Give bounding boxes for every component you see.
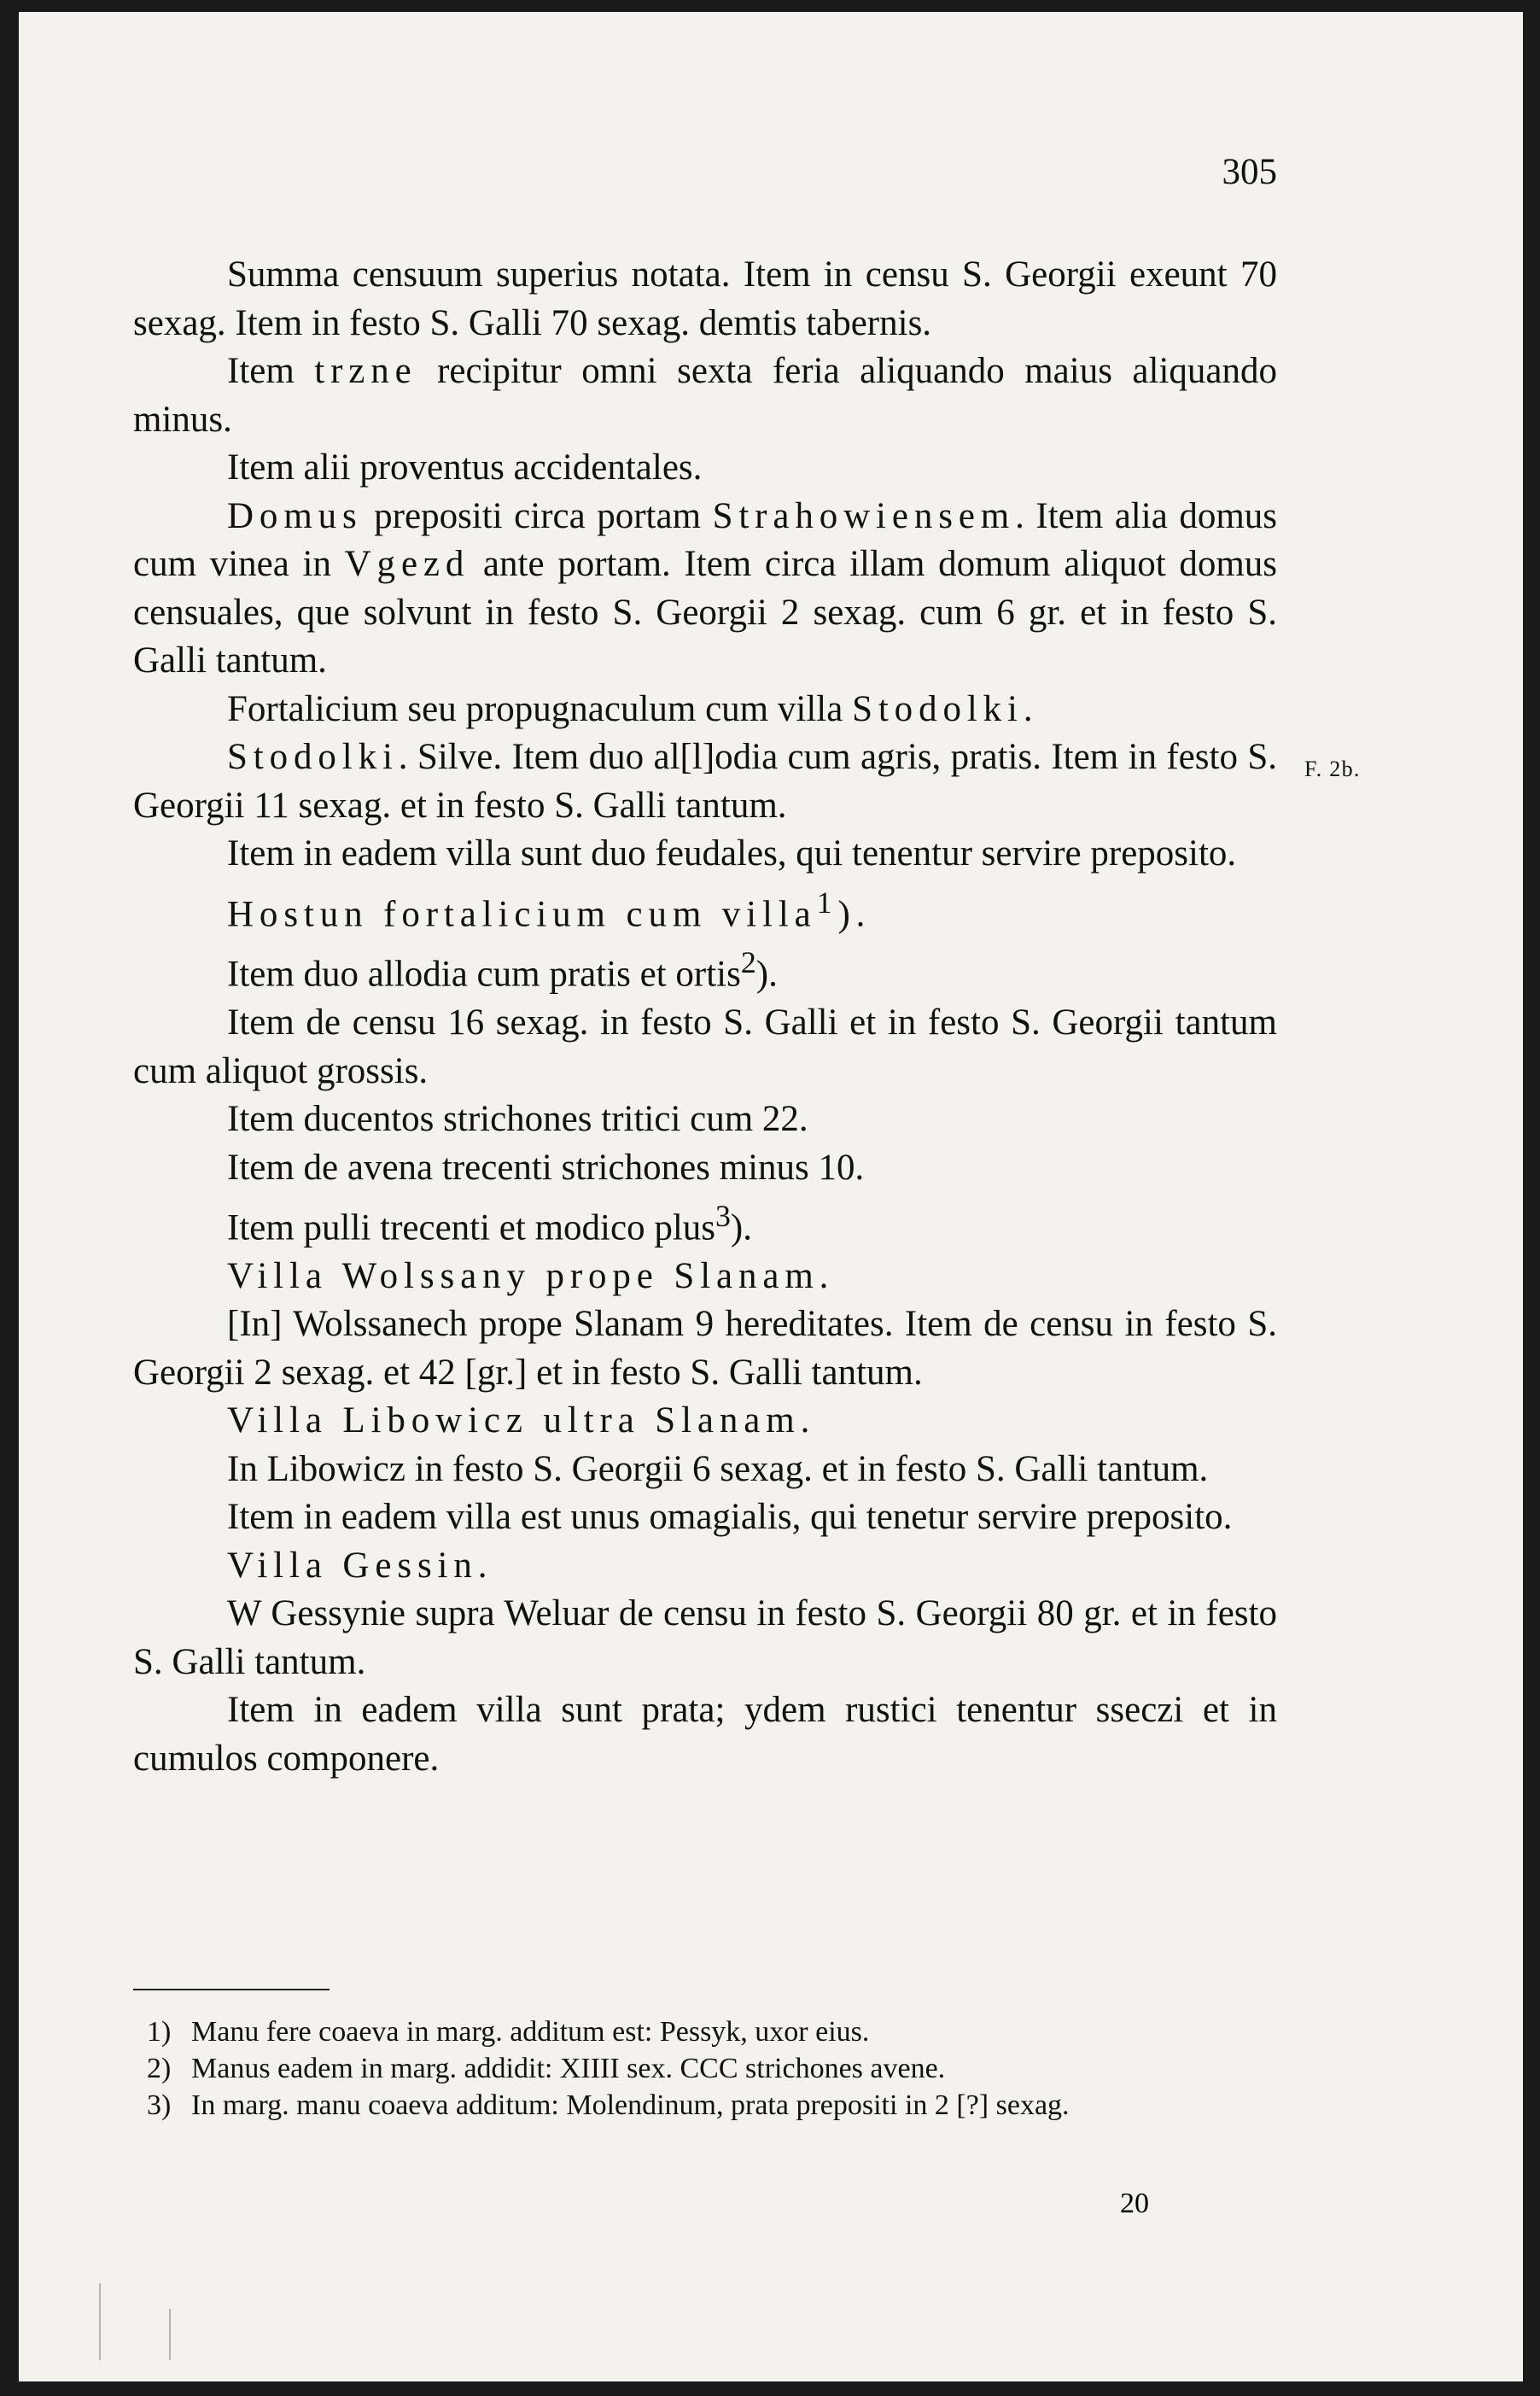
section-heading: Villa Libowicz ultra Slanam. [227,1400,816,1441]
footnote-ref: 1 [816,885,838,920]
paragraph: Item ducentos strichones tritici cum 22. [227,1099,808,1140]
paragraph: Item in eadem villa sunt prata; ydem rustici tenentur sseczi et in cumulos componere. [133,1690,1277,1779]
paragraph: [In] Wolssanech prope Slanam 9 hereditates. Item de censu in festo S. Georgii 2 sexag. et 42 [gr.] et in festo S. Galli tantum. [133,1304,1277,1393]
paragraph: Item de avena trecenti strichones minus 10. [227,1147,865,1188]
paragraph: W Gessynie supra Weluar de censu in festo S. Georgii 80 gr. et in festo S. Galli tantum. [133,1593,1277,1682]
paragraph: Item in eadem villa est unus omagialis, qui tenetur servire preposito. [227,1497,1233,1538]
footnote: 2) Manus eadem in marg. addidit: XIIII sex. CCC strichones avene. [147,2053,946,2084]
page-number: 305 [1222,152,1277,192]
paragraph: Item alii proventus accidentales. [227,447,703,488]
paragraph: Item in eadem villa sunt duo feudales, qui tenentur servire preposito. [227,833,1237,874]
scanned-page [19,12,1523,2381]
footnotes [147,2013,1274,2124]
scan-artifact [99,2283,101,2360]
footnote: 1) Manu fere coaeva in marg. additum est: Pessyk, uxor eius. [147,2016,870,2048]
section-heading: Hostun fortalicium cum villa$^1$). [227,885,872,934]
paragraph: Item trzne recipitur omni sexta feria aliquando maius aliquando minus. [133,351,1277,440]
main-text [133,251,1277,1783]
folio-margin-note: F. 2b. [1304,757,1361,781]
footnote-rule [133,1989,330,1990]
paragraph: Domus prepositi circa portam Strahowiensem. Item alia domus cum vinea in Vgezd ante portam. Item circa illam domum aliquot domus censuales, que solvunt in festo S. Georgii 2 sexag. cum 6 gr. et in festo S. Galli tantum. [133,495,1277,681]
paragraph: In Libowicz in festo S. Georgii 6 sexag. et in festo S. Galli tantum. [227,1448,1209,1489]
footnote: 3) In marg. manu coaeva additum: Molendinum, prata prepositi in 2 [?] sexag. [147,2089,1070,2121]
paragraph: Stodolki. Silve. Item duo al[l]odia cum agris, pratis. Item in festo S. Georgii 11 sexag. et in festo S. Galli tantum. [133,737,1277,826]
paragraph: Item de censu 16 sexag. in festo S. Galli et in festo S. Georgii tantum cum aliquot grossis. [133,1002,1277,1091]
paragraph: Summa censuum superius notata. Item in censu S. Georgii exeunt 70 sexag. Item in festo S. Galli 70 sexag. demtis tabernis. [133,254,1277,343]
footnote-ref: 2 [740,945,756,980]
paragraph: Item duo allodia cum pratis et ortis$^2$). [227,945,778,995]
paragraph: Item pulli trecenti et modico plus$^3$). [227,1199,752,1248]
footnote-ref: 3 [715,1199,731,1234]
section-heading: Villa Wolssany prope Slanam. [227,1255,835,1296]
paragraph: Fortalicium seu propugnaculum cum villa Stodolki. [227,688,1033,729]
section-heading: Villa Gessin. [227,1545,493,1586]
signature-mark: 20 [1120,2188,1149,2219]
scan-artifact [169,2309,171,2360]
